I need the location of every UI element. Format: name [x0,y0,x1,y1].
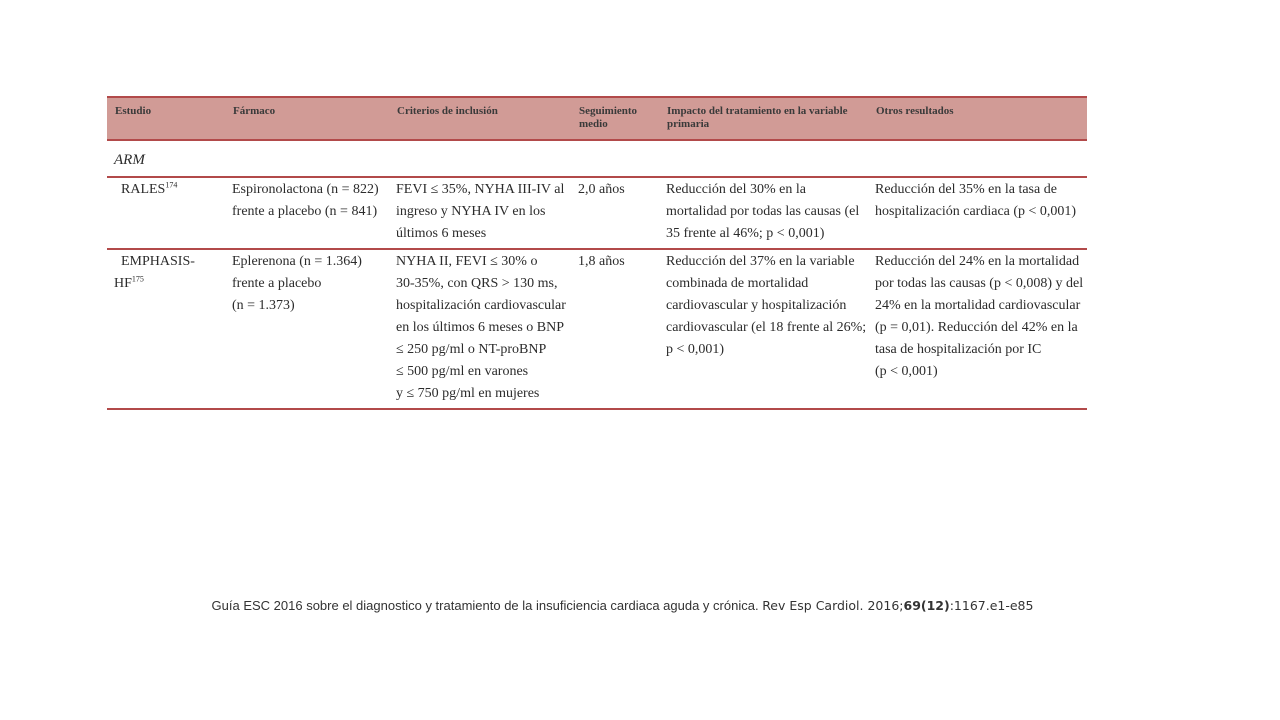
reference-number: 174 [165,180,178,190]
header-followup: Seguimiento medio [571,97,659,140]
cell-drug [225,177,389,249]
criteria-line: 30-35%, con QRS > 130 ms, [396,276,558,291]
cell-followup: 1,8 años [571,249,659,409]
other-line: 24% en la mortalidad cardiovascular [875,298,1081,313]
header-drug: Fármaco [225,97,389,140]
primary-line: cardiovascular y hospitalización [666,298,847,313]
criteria-line: hospitalización cardiovascular [396,298,566,313]
criteria-line: ≤ 500 pg/ml en varones [396,364,529,379]
other-line: (p < 0,001) [875,364,938,379]
cell-other-results [868,249,1087,409]
citation-journal: Rev Esp Cardiol. 2016; [762,598,904,613]
criteria-line: y ≤ 750 pg/ml en mujeres [396,386,540,401]
cell-other-results [868,177,1087,249]
primary-line: 35 frente al 46%; p < 0,001) [666,226,825,241]
cell-study [107,249,225,409]
other-line: tasa de hospitalización por IC [875,342,1042,357]
cell-followup: 2,0 años [571,177,659,249]
primary-line: combinada de mortalidad [666,276,809,291]
trials-table [107,96,1087,410]
drug-line: (n = 1.373) [232,298,295,313]
drug-line: frente a placebo [232,276,322,291]
header-row [107,97,1087,140]
citation-pages: :1167.e1-e85 [949,598,1034,613]
primary-line: Reducción del 30% en la [666,182,806,197]
other-line: hospitalización cardiaca (p < 0,001) [875,204,1077,219]
criteria-line: en los últimos 6 meses o BNP [396,320,565,335]
other-line: Reducción del 35% en la tasa de [875,182,1057,197]
table-row [107,177,1087,249]
header-primary-impact: Impacto del tratamiento en la variable primaria [659,97,868,140]
citation-issue: 69(12) [903,598,950,613]
primary-line: Reducción del 37% en la variable [666,254,855,269]
section-label: ARM [107,140,1087,177]
citation-caption [0,598,1245,613]
study-name: RALES [121,182,166,197]
reference-number: 175 [131,274,144,284]
primary-line: p < 0,001) [666,342,725,357]
table-header [107,97,1087,140]
header-study: Estudio [107,97,225,140]
cell-primary-impact [659,249,868,409]
criteria-line: NYHA II, FEVI ≤ 30% o [396,254,538,269]
cell-drug [225,249,389,409]
cell-study [107,177,225,249]
header-criteria: Criterios de inclusión [389,97,571,140]
other-line: (p = 0,01). Reducción del 42% en la [875,320,1078,335]
criteria-line: ≤ 250 pg/ml o NT-proBNP [396,342,547,357]
other-line: por todas las causas (p < 0,008) y del [875,276,1084,291]
table-row [107,249,1087,409]
criteria-line: últimos 6 meses [396,226,487,241]
drug-line: frente a placebo (n = 841) [232,204,378,219]
cell-criteria [389,249,571,409]
primary-line: cardiovascular (el 18 frente al 26%; [666,320,867,335]
other-line: Reducción del 24% en la mortalidad [875,254,1080,269]
citation-text: Guía ESC 2016 sobre el diagnostico y tratamiento de la insuficiencia cardiaca aguda y crónica. [211,598,763,613]
cell-criteria [389,177,571,249]
header-other-results: Otros resultados [868,97,1087,140]
criteria-line: FEVI ≤ 35%, NYHA III-IV al [396,182,565,197]
study-name: EMPHASIS-HF [114,254,195,291]
drug-line: Eplerenona (n = 1.364) [232,254,362,269]
cell-primary-impact [659,177,868,249]
section-row [107,140,1087,177]
criteria-line: ingreso y NYHA IV en los [396,204,546,219]
primary-line: mortalidad por todas las causas (el [666,204,860,219]
drug-line: Espironolactona (n = 822) [232,182,379,197]
